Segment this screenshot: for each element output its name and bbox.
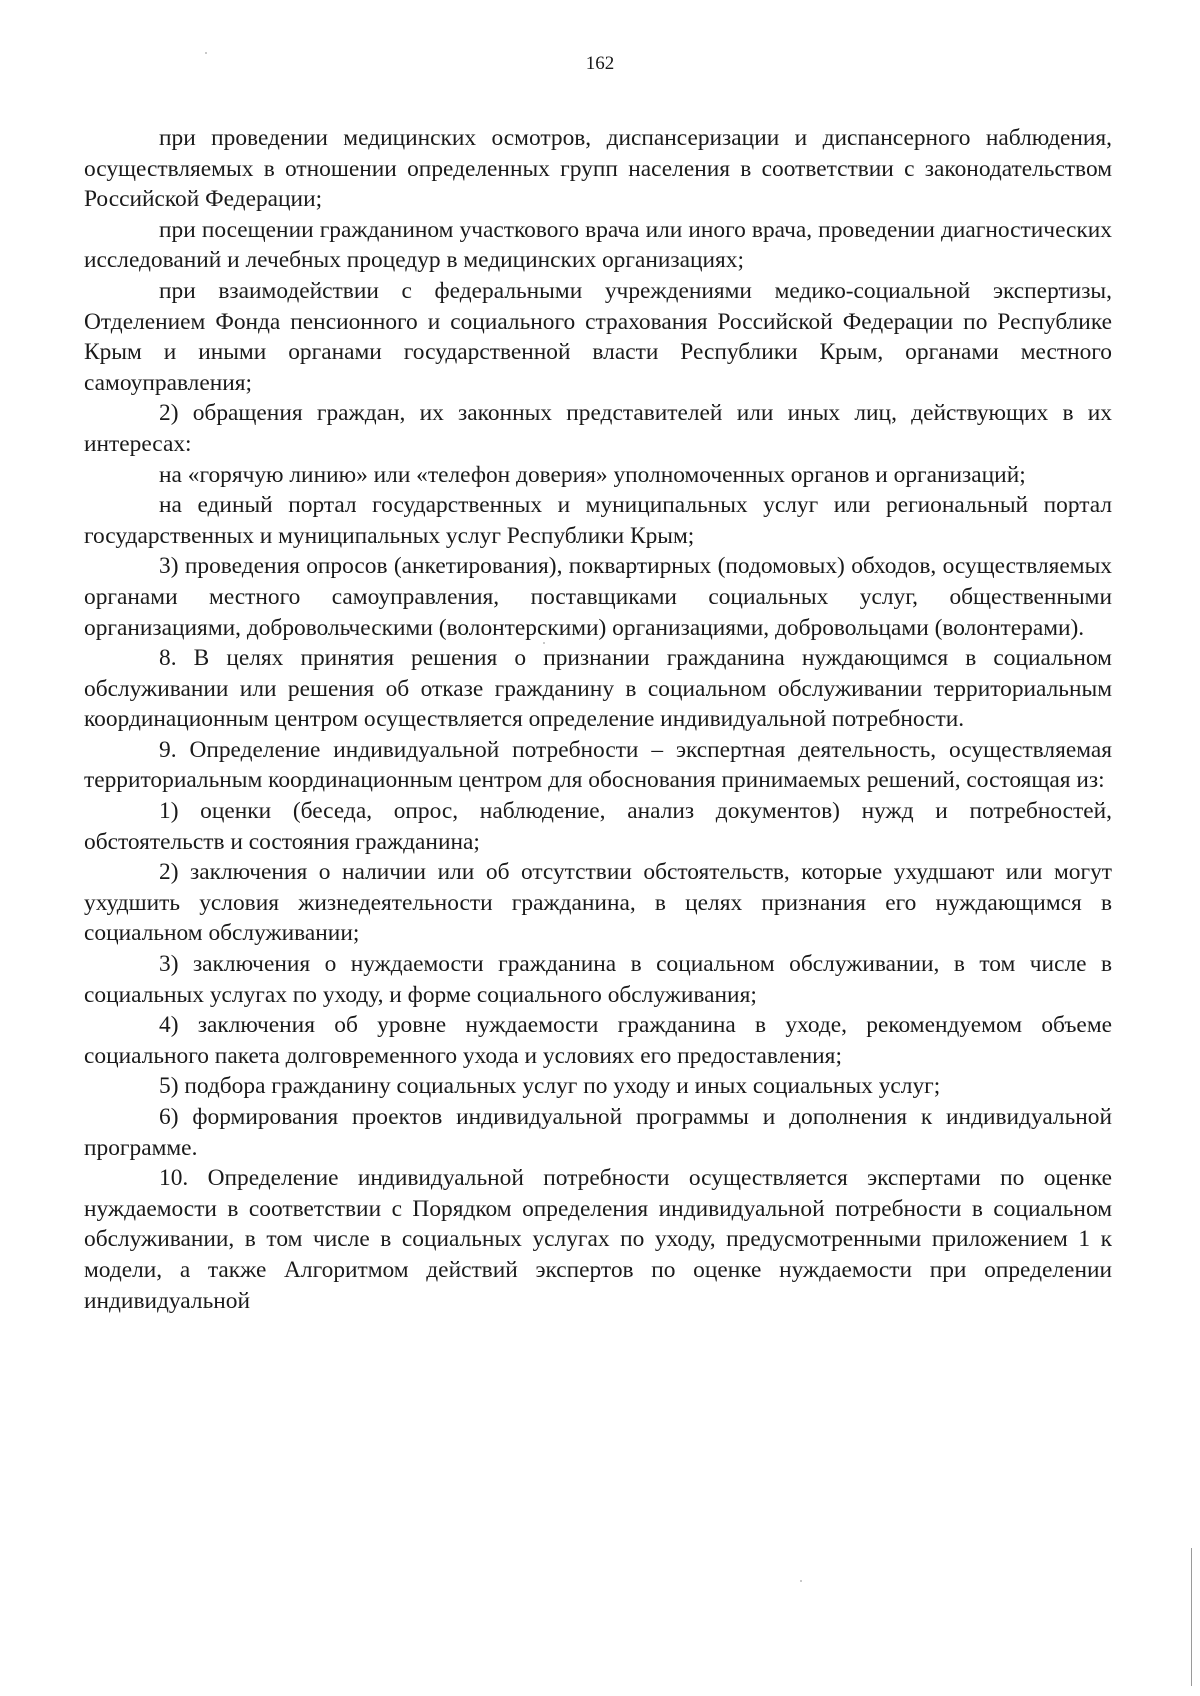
document-body xyxy=(84,123,1112,1316)
page-number: 162 xyxy=(585,53,615,74)
paragraph-section-9: 9. Определение индивидуальной потребности – экспертная деятельность, осуществляемая территориальным координационным центром для обоснования принимаемых решений, состоящая из: xyxy=(84,736,1112,794)
paragraph-sub-4-conclusion: 4) заключения об уровне нуждаемости гражданина в уходе, рекомендуемом объеме социального пакета долговременного ухода и условиях его предоставления; xyxy=(84,1012,1112,1069)
paragraph-sub-6-program: 6) формирования проектов индивидуальной программы и дополнения к индивидуальной программе. xyxy=(84,1104,1112,1161)
paragraph-sub-2-conclusion: 2) заключения о наличии или об отсутствии обстоятельств, которые ухудшают или могут ухудшить условия жизнедеятельности гражданина, в целях признания его нуждающимся в социальном обслуживании; xyxy=(84,859,1112,947)
paragraph-sub-5-selection: 5) подбора гражданину социальных услуг по уходу и иных социальных услуг; xyxy=(159,1073,941,1100)
scan-edge-line xyxy=(1191,1548,1192,1686)
paragraph-sub-3-conclusion: 3) заключения о нуждаемости гражданина в социальном обслуживании, в том числе в социальных услугах по уходу, и форме социального обслуживания; xyxy=(84,951,1112,1008)
paragraph-doctor-visit: при посещении гражданином участкового врача или иного врача, проведении диагностических исследований и лечебных процедур в медицинских организациях; xyxy=(84,216,1112,274)
paragraph-interaction: при взаимодействии с федеральными учреждениями медико-социальной экспертизы, Отделением Фонда пенсионного и социального страхования Российской Федерации по Республике Крым и иными органами государственной власти Республики Крым, органами местного самоуправления; xyxy=(84,277,1112,396)
paragraph-section-10: 10. Определение индивидуальной потребности осуществляется экспертами по оценке нуждаемости в соответствии с Порядком определения индивидуальной потребности в социальном обслуживании, в том числе в социальных услугах по уходу, предусмотренными приложением 1 к модели, а также Алгоритмом действий экспертов по оценке нуждаемости при определении индивидуальной xyxy=(84,1165,1112,1314)
paragraph-section-8: 8. В целях принятия решения о признании гражданина нуждающимся в социальном обслуживании или решения об отказе гражданину в социальном обслуживании территориальным координационным центром осуществляется определение индивидуальной потребности. xyxy=(84,645,1112,733)
paragraph-hotline: на «горячую линию» или «телефон доверия» уполномоченных органов и организаций; xyxy=(159,461,1026,488)
scan-speck xyxy=(543,642,545,644)
paragraph-item-3-surveys: 3) проведения опросов (анкетирования), поквартирных (подомовых) обходов, осуществляемых органами местного самоуправления, поставщиками социальных услуг, общественными организациями, добровольческими (волонтерскими) организациями, добровольцами (волонтерами). xyxy=(84,553,1112,641)
paragraph-sub-1-assessment: 1) оценки (беседа, опрос, наблюдение, анализ документов) нужд и потребностей, обстоятельств и состояния гражданина; xyxy=(84,798,1112,855)
paragraph-item-2-appeals: 2) обращения граждан, их законных представителей или иных лиц, действующих в их интересах: xyxy=(84,400,1112,457)
paragraph-medical-exams: при проведении медицинских осмотров, диспансеризации и диспансерного наблюдения, осуществляемых в отношении определенных групп населения в соответствии с законодательством Российской Федерации; xyxy=(84,125,1112,213)
paragraph-portal: на единый портал государственных и муниципальных услуг или региональный портал государственных и муниципальных услуг Республики Крым; xyxy=(84,492,1112,549)
scan-speck xyxy=(205,52,207,54)
scan-speck xyxy=(800,1580,802,1582)
